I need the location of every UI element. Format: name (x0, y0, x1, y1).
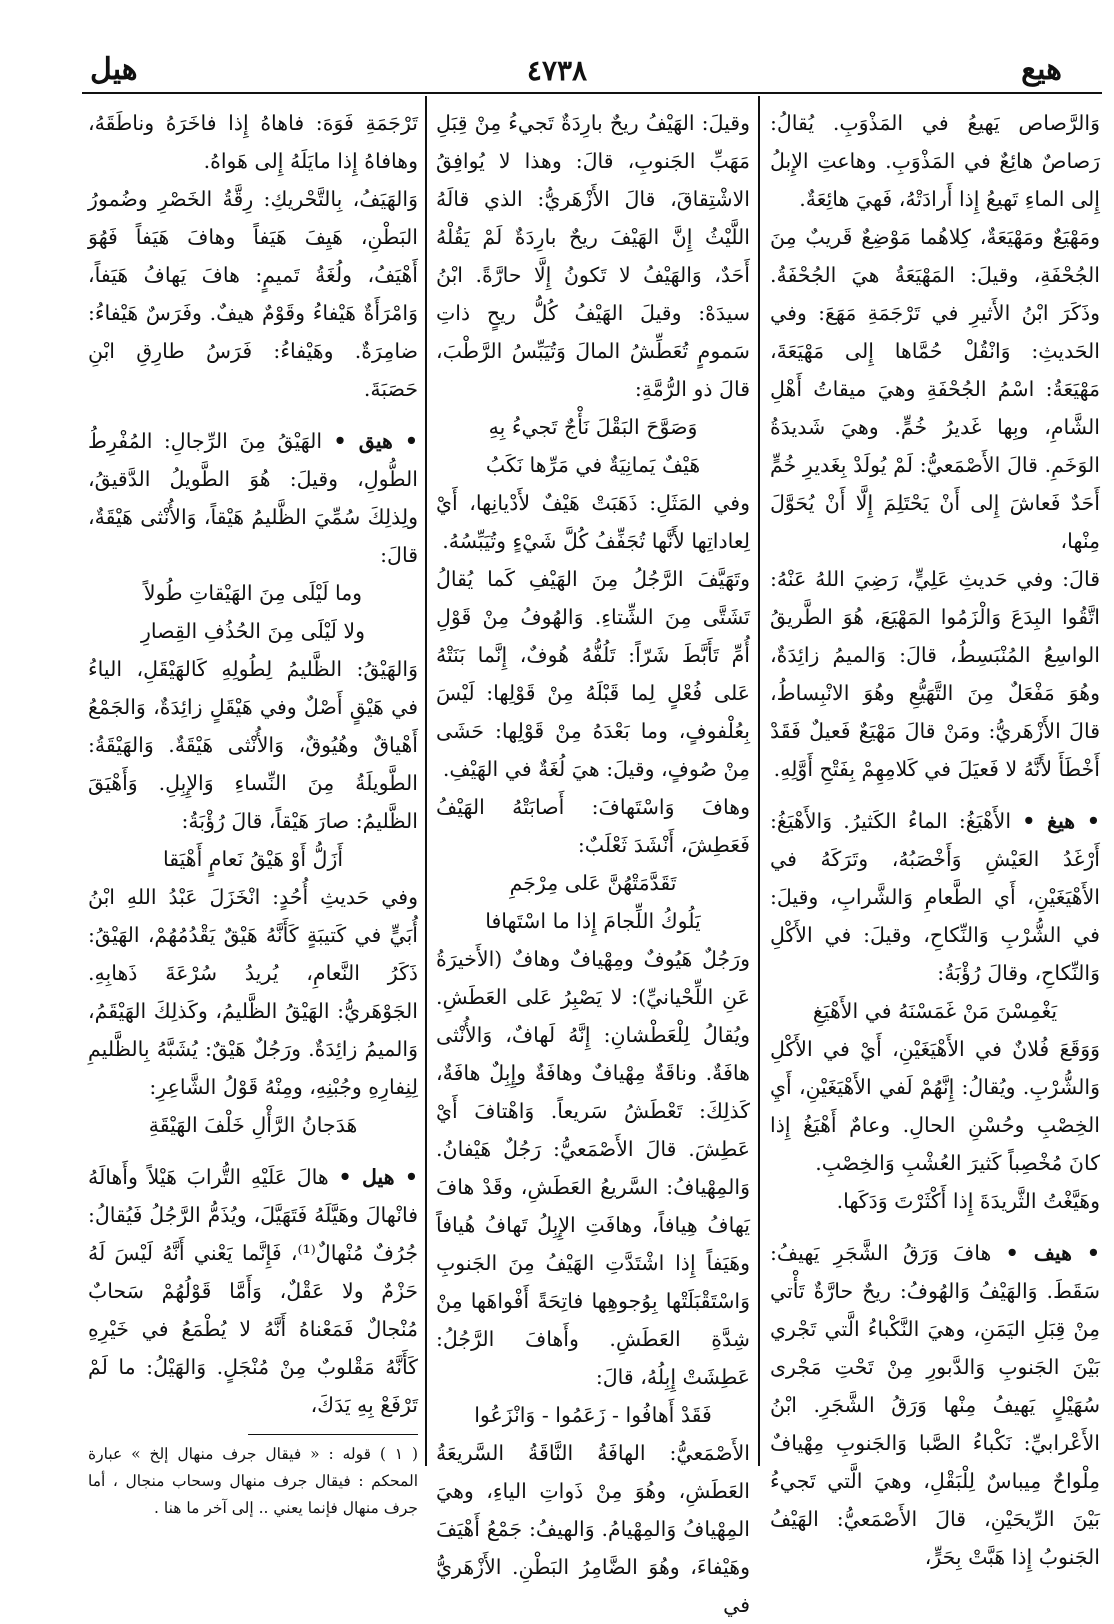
text-column-left (88, 104, 418, 1534)
verse-line: وما لَيْلَى مِنَ الهَيْقاتِ طُولاً (143, 581, 363, 605)
running-headword-right: هيع (1021, 52, 1062, 87)
entry-headword: • هيل • (338, 1165, 418, 1189)
paragraph: ورَجُلٌ هَيُوفٌ ومِهْيافٌ وهافٌ (الأَخيرَةُ عَنِ اللِّحْيانيِّ): لا يَصْبِرُ عَلى العَطَشِ. ويُقالُ لِلْعَطْشانِ: إِنَّهُ لَهافٌ، وَالأُنْثى هافَةٌ. وناقَةٌ مِهْيافٌ وهافَةٌ وإِبِلٌ هافَةٌ، كَذلِكَ: تَعْطَشُ سَريعاً. وَاهْتافَ أَيْ عَطِشَ. قالَ الأَصْمَعيُّ: رَجُلٌ هَيْفانُ. وَالمِهْيافُ: السَّريعُ العَطَشِ، وقَدْ هافَ يَهافُ هِيافاً، وهافَتِ الإِبِلُ تَهافُ هُيافاً وهَيَفاً إِذا اشْتَدَّتِ الهَيْفُ مِنَ الجَنوبِ وَاسْتَقْبَلَتْها بِوُجوهِها فاتِحَةً أَفْواهَها مِنْ شِدَّةِ العَطَشِ. وأَهافَ الرَّجُلُ: عَطِشَتْ إِبِلُهُ، قالَ: (436, 947, 750, 1389)
paragraph: وفي حَديثِ أُحُدٍ: انْخَزَلَ عَبْدُ اللهِ ابْنُ أُبَيٍّ في كَتيبَةٍ كَأَنَّهُ هَيْقٌ يَقْدُمُهُمْ، الهَيْقُ: ذَكَرُ النَّعامِ، يُريدُ سُرْعَةَ ذَهابِهِ. الجَوْهَريُّ: الهَيْقُ الظَّليمُ، وكَذلِكَ الهَيْقَمُ، وَالميمُ زائِدَةٌ. ورَجُلٌ هَيْقٌ: يُشَبَّهُ بِالظَّليمِ لِنِفارِهِ وجُبْنِهِ، ومِنْهُ قَوْلُ الشَّاعِرِ: (88, 885, 418, 1099)
paragraph: وهافَ وَاسْتَهافَ: أَصابَتْهُ الهَيْفُ فَعَطِشَ، أَنْشَدَ ثَعْلَبٌ: (436, 795, 750, 857)
header-divider (82, 92, 1102, 94)
verse-line: يَغْمِسْنَ مَنْ غَمَسْنَهُ في الأَهْيَغِ (812, 999, 1058, 1023)
verse-line: يَلُوكُ اللِّجامَ إِذا ما اسْتَهافا (485, 909, 701, 933)
paragraph: وَوَقَعَ فُلانٌ في الأَهْيَغَيْنِ، أَيْ في الأَكْلِ وَالشُّرْبِ. ويُقالُ: إِنَّهُمْ لَفي الأَهْيَغَيْنِ، أَيِ الخِصْبِ وحُسْنِ الحالِ. وعامٌ أَهْيَغُ إِذا كانَ مُخْصِباً كَثيرَ العُشْبِ وَالخِصْبِ. (770, 1037, 1100, 1175)
dictionary-entry (88, 1158, 418, 1424)
footnote-divider (248, 1434, 418, 1435)
text-column-middle (436, 104, 750, 1617)
paragraph: وَالهَيْقُ: الظَّليمُ لِطُولِهِ كَالهَيْقَلِ، الياءُ في هَيْقٍ أَصْلٌ وفي هَيْقَلٍ زائِدَةٌ، وَالجَمْعُ أَهْياقٌ وهُيُوقٌ، وَالأُنْثى هَيْقَةٌ. وَالهَيْقَةُ: الطَّويلَةُ مِنَ النِّساءِ وَالإِبِلِ. وَأَهْيَقَ الظَّليمُ: صارَ هَيْقاً، قالَ رُؤْبَةُ: (88, 657, 418, 833)
entry-text: هالَ عَلَيْهِ التُّرابَ هَيْلاً وأَهالَهُ فانْهالَ وهَيَّلَهُ فَتَهَيَّلَ، ويُذَمُّ الرَّجُلُ فَيُقالُ: جُرُفٌ مُنْهالٌ⁽¹⁾، فَإِنَّما يَعْني أَنَّهُ لَيْسَ لَهُ حَزْمٌ ولا عَقْلٌ، وَأَمَّا قَوْلُهُمْ سَحابٌ مُنْجالٌ فَمَعْناهُ أَنَّهُ لا يُطْمَعُ في خَيْرِهِ كَأَنَّهُ مَقْلوبٌ مِنْ مُنْجَلٍ. وَالهَيْلُ: ما لَمْ تَرْفَعْ بِهِ يَدَكَ، (88, 1165, 418, 1417)
entry-text: الأَهْيَغُ: الماءُ الكَثيرُ. وَالأَهْيَغُ: أَرْغَدُ العَيْشِ وَأَخْصَبُهُ، وتَرَكَهُ في الأَهْيَغَيْنِ، أَي الطَّعامِ وَالشَّرابِ، وقيلَ: في الشُّرْبِ وَالنِّكاحِ، وقيلَ: في الأَكْلِ وَالنِّكاحِ، وقالَ رُؤْبَةُ: (770, 809, 1100, 985)
verse-line: هَيْفٌ يَمانِيَةٌ في مَرِّها نَكَبُ (485, 453, 701, 477)
paragraph: الأَصْمَعيُّ: الهافَةُ النَّاقَةُ السَّريعَةُ العَطَشِ، وهُوَ مِنْ ذَواتِ الياءِ، وهيَ المِهْيافُ وَالمِهْيامُ. وَالهيفُ: جَمْعُ أَهْيَفَ وهَيْفاءَ، وهُوَ الضَّامِرُ البَطْنِ. الأَزْهَريُّ في (436, 1441, 750, 1617)
verse-line: هَدَجانُ الرَّأْلِ خَلْفَ الهَيْقَةِ (148, 1113, 358, 1137)
paragraph: وقيلَ: الهَيْفُ ريحٌ بارِدَةٌ تَجيءُ مِنْ قِبَلِ مَهَبِّ الجَنوبِ، قالَ: وهذا لا يُوافِقُ الاشْتِقاقَ، قالَ الأَزْهَريُّ: الذي قالَهُ اللَّيْثُ إِنَّ الهَيْفَ ريحٌ بارِدَةٌ لَمْ يَقُلْهُ أَحَدٌ، وَالهَيْفُ لا تَكونُ إِلَّا حارَّةً. ابْنُ سيدَهْ: وقيلَ الهَيْفُ كُلُّ ريحٍ ذاتِ سَمومٍ تُعَطِّشُ المالَ وَتُيَبِّسُ الرَّطْبَ، قالَ ذو الرُّمَّةِ: (436, 111, 750, 401)
paragraph: قالَ: وفي حَديثِ عَلِيٍّ، رَضِيَ اللهُ عَنْهُ: اتَّقُوا البِدَعَ وَالْزَمُوا المَهْيَعَ، هُوَ الطَّريقُ الواسِعُ المُنْبَسِطُ، قالَ: وَالميمُ زائِدَةٌ، وهُوَ مَفْعَلٌ مِنَ التَّهَيُّعِ وهُوَ الانْبِساطُ، قالَ الأَزْهَريُّ: ومَنْ قالَ مَهْيَعٌ فَعيلٌ فَقَدْ أَخْطَأَ لأَنَّهُ لا فَعيَلَ في كَلامِهِمْ بِفَتْحِ أَوَّلِهِ. (770, 567, 1100, 781)
paragraph: وفي المَثَلِ: ذَهَبَتْ هَيْفٌ لأَدْيانِها، أَيْ لِعاداتِها لأَنَّها تُجَفِّفُ كُلَّ شَيْءٍ وتُيَبِّسُهُ. (436, 491, 750, 553)
verse-line: وَصَوَّحَ البَقْلَ نَأْجٌ تَجيءُ بِهِ (488, 415, 698, 439)
paragraph: تَرْجَمَةِ فَوَهَ: فاهاهُ إِذا فاخَرَهُ وناطَقَهُ، وهافاهُ إِذا مايَلَهُ إِلى هَواهُ. (88, 111, 418, 173)
verse-line: أَزَلُّ أَوْ هَيْقُ نَعامٍ أَهْيَقا (162, 847, 344, 871)
paragraph: وَالهَيَفُ، بِالتَّحْريكِ: رِقَّةُ الخَصْرِ وضُمورُ البَطْنِ، هَيِفَ هَيَفاً وهافَ هَيَفاً فَهُوَ أَهْيَفُ، ولُغَةُ تَميمٍ: هافَ يَهافُ هَيَفاً، وَامْرَأَةٌ هَيْفاءُ وقَوْمٌ هيفٌ. وفَرَسٌ هَيْفاءُ: ضامِرَةٌ. وهَيْفاءُ: فَرَسُ طارِقِ ابْنِ حَصَبَةَ. (88, 187, 418, 401)
paragraph: وَالرَّصاص يَهيعُ في المَذْوَبِ. يُقالُ: رَصاصٌ هائِعٌ في المَذْوَبِ. وهاعتِ الإِبلُ إِلى الماءِ تَهيعُ إِذا أَرادَتْهُ، فَهيَ هائِعَةٌ. (770, 111, 1100, 211)
verse-line: ولا لَيْلَى مِنَ الحُذُفِ القِصارِ (141, 619, 365, 643)
running-headword-left: هيل (90, 52, 138, 87)
footnote: ( ١ ) قوله : « فيقال جرف منهال إلخ » عبارة المحكم : فيقال جرف منهال وسحاب منجال ، أما جرف منهال فإنما يعني .. إلى آخر ما هنا . (88, 1445, 418, 1517)
dictionary-entry (770, 1234, 1100, 1576)
column-divider (758, 96, 760, 1466)
text-column-right (770, 104, 1100, 1569)
column-divider (425, 96, 427, 1466)
verse-line: تَقَدَّمَتْهُنَّ عَلى مِرْجَمِ (509, 871, 677, 895)
entry-headword: • هيق • (333, 429, 418, 453)
paragraph: ومَهْيَعٌ ومَهْيَعَةٌ، كِلاهُما مَوْضِعٌ قَريبٌ مِنَ الجُحْفَةِ، وقيلَ: المَهْيَعَةُ هيَ الجُحْفَةُ. وذَكَرَ ابْنُ الأَثيرِ في تَرْجَمَةِ مَهَعَ: وفي الحَديثِ: وَانْقُلْ حُمَّاها إِلى مَهْيَعَةَ، مَهْيَعَةُ: اسْمُ الجُحْفَةِ وهيَ ميقاتُ أَهْلِ الشَّامِ، وبِها غَديرُ خُمٍّ. وهيَ شَديدَةُ الوَخَمِ. قالَ الأَصْمَعيُّ: لَمْ يُولَدْ بِغَديرِ خُمٍّ أَحَدٌ فَعاشَ إِلى أَنْ يَحْتَلِمَ إِلَّا أَنْ يُحَوَّلَ مِنْها، (770, 225, 1100, 553)
verse-line: فَقَدْ أَهافُوا - زَعَمُوا - وَانْزَعُوا (474, 1403, 712, 1427)
entry-headword: • هيغ • (1022, 809, 1100, 833)
paragraph: وتَهَيَّفَ الرَّجُلُ مِنَ الهَيْفِ كَما يُقالُ تَشَتَّى مِنَ الشِّتاءِ. وَالهُوفُ مِنْ قَوْلِ أُمِّ تَأَبَّطَ شَرّاً: تَلُفُّهُ هُوفٌ، إِنَّما بَنَتْهُ عَلى فُعْلٍ لِما قَبْلَهُ مِنْ قَوْلِها: لَيْسَ بِعُلْفوفٍ، وما بَعْدَهُ مِنْ قَوْلِها: حَشَى مِنْ صُوفٍ، وقيلَ: هيَ لُغَةٌ في الهَيْفِ. (436, 567, 750, 781)
entry-headword: • هيف • (1005, 1241, 1100, 1265)
paragraph: وهَيَّغْتُ الثَّريدَةَ إِذا أَكْثَرْتَ وَدَكَها. (836, 1189, 1100, 1213)
entry-text: الهَيْقُ مِنَ الرِّجالِ: المُفْرِطُ الطُّولِ، وقيلَ: هُوَ الطَّويلُ الدَّقيقُ، ولِذلِكَ سُمِّيَ الظَّليمُ هَيْقاً، وَالأُنْثى هَيْقَةٌ، قالَ: (88, 429, 418, 567)
page-number: ٤٧٣٨ (526, 54, 588, 87)
dictionary-entry (770, 802, 1100, 992)
entry-text: هافَ وَرَقُ الشَّجَرِ يَهيفُ: سَقَطَ. وَالهَيْفُ وَالهُوفُ: ريحٌ حارَّةٌ تَأْتي مِنْ قِبَلِ اليَمَنِ، وهيَ النَّكْباءُ الَّتي تَجْري بَيْنَ الجَنوبِ وَالدَّبورِ مِنْ تَحْتِ مَجْرى سُهَيْلٍ يَهيفُ مِنْها وَرَقُ الشَّجَرِ. ابْنُ الأَعْرابيِّ: نَكْباءُ الصَّبا وَالجَنوبِ مِهْيافٌ مِلْواحٌ مِيباسٌ لِلْبَقْلِ، وهيَ الَّتي تَجيءُ بَيْنَ الرِّيحَيْنِ، قالَ الأَصْمَعيُّ: الهَيْفُ الجَنوبُ إِذا هَبَّتْ بِحَرٍّ، (770, 1241, 1100, 1569)
dictionary-entry (88, 422, 418, 574)
